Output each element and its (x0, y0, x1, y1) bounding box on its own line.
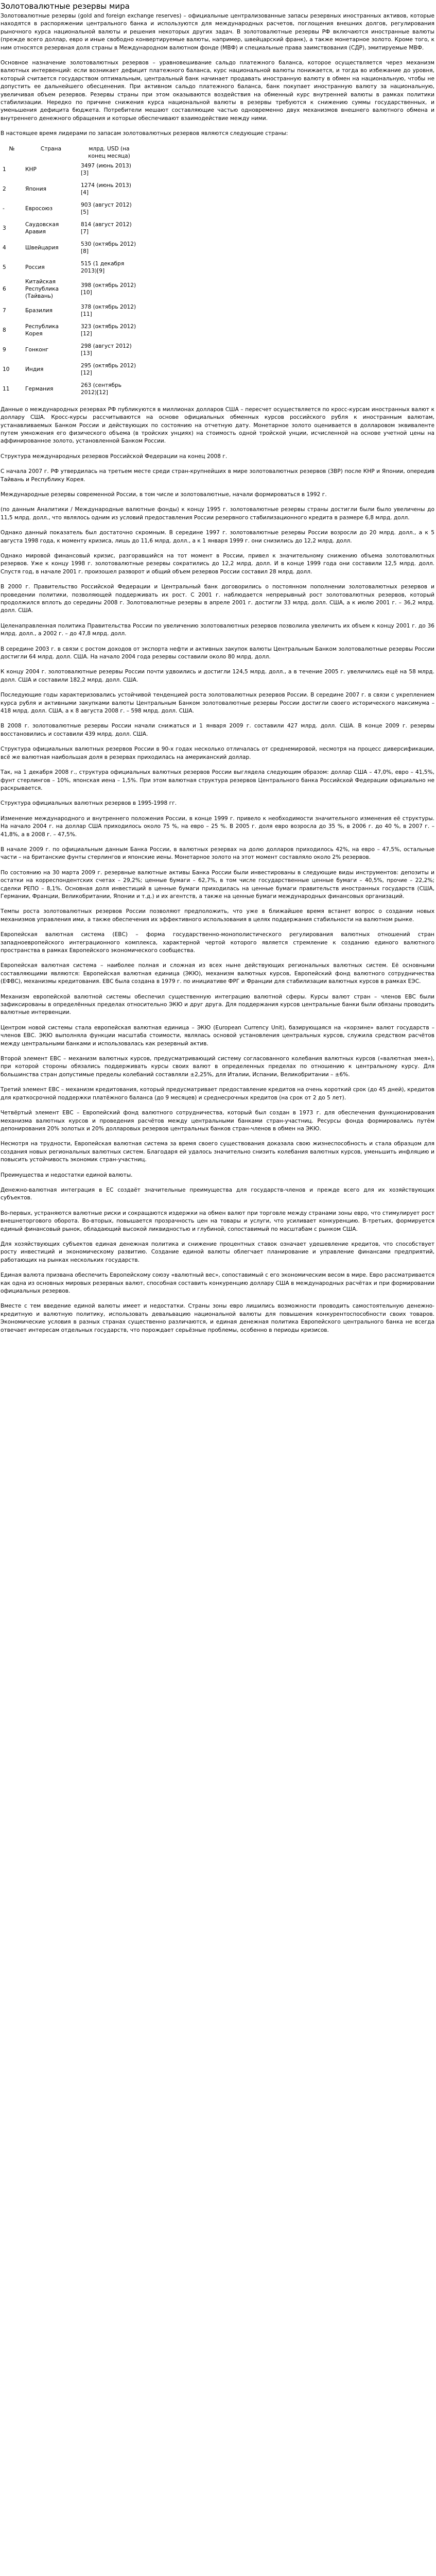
row-value: 298 (август 2012)[13] (81, 343, 132, 357)
paragraph: Единая валюта призвана обеспечить Европейскому союзу «валютный вес», сопоставимый с его экономическим весом в мире. Евро рассматривается как одна из основных мировых резервных валют, способная составить конкуренцию доллару США в международных расчётах и при формировании официальных резервов. (1, 1272, 434, 1294)
row-country: Евросоюз (25, 205, 53, 212)
paragraph: Международные резервы современной России, в том числе и золотовалютные, начали формироваться в 1992 г. (1, 491, 327, 498)
paragraph: К концу 2004 г. золотовалютные резервы России почти удвоились и достигли 124,5 млрд. долл., а в течение 2005 г. увеличились ещё на 58 млрд. долл. США и составили 182,2 млрд. долл. США. (1, 669, 434, 683)
paragraph: По состоянию на 30 марта 2009 г. резервные валютные активы Банка России были инвестированы в следующие виды инструментов: депозиты и остатки на корреспондентских счетах – 29,2%; ценные бумаги – 62,7%, в том числе государственные ценные бумаги – 40,5%, прочие – 22,2%; сделки РЕПО – 8,1%. Основная доля инвестиций в ценные бумаги приходилась на ценные бумаги правительств иностранных государств (США, Германии, Франции, Великобритании, Японии и т.д.) и их агентств, а также на ценные бумаги международных финансовых организаций. (1, 869, 434, 900)
table-row (1, 301, 139, 320)
table-header-row (1, 145, 139, 160)
paragraph: Данные о международных резервах РФ публикуются в миллионах долларов США – пересчет осуществляется по кросс-курсам иностранных валют к доллару США. Кросс-курсы рассчитываются на основе официальных обменных курсов российского рубля к иностранным валютам, устанавливаемых Банком России и действующих по состоянию на отчетную дату. Монетарное золото оценивается в долларовом эквиваленте путем умножения его физического объема (в тройских унциях) на стоимость одной тройской унции, исчисленной на основе учетной цены на аффинированное золото, установленной Банком России. (1, 406, 434, 445)
paragraph: Вместе с тем введение единой валюты имеет и недостатки. Страны зоны евро лишились возможности проводить самостоятельную денежно-кредитную и валютную политику, использовать девальвацию национальной валюты для повышения конкурентоспособности своих товаров. Экономические условия в разных странах существенно различаются, и единая денежная политика Европейского центрального банка не всегда отвечает интересам отдельных государств, что порождает серьёзные проблемы, особенно в периоды кризисов. (1, 1303, 434, 1333)
paragraph: Центром новой системы стала европейская валютная единица – ЭКЮ (European Currency Unit), базирующаяся на «корзине» валют государств – членов ЕВС. ЭКЮ выполняла функции масштаба стоимости, являлась основой установления центральных курсов, служила средством расчётов между центральными банками и использовалась как резервный актив. (1, 1024, 434, 1047)
paragraph: Преимущества и недостатки единой валюты. (1, 1172, 133, 1178)
paragraph: Четвёртый элемент ЕВС – Европейский фонд валютного сотрудничества, который был создан в 1973 г. для обеспечения функционирования механизма валютных курсов и проведения расчётов между центральными банками стран-участниц. Ресурсы фонда формировались путём депонирования 20% золотых и 20% долларовых резервов центральных банков стран-членов в обмен на ЭКЮ. (1, 1110, 434, 1132)
article-body-continued (1, 869, 434, 1334)
row-value: 3497 (июнь 2013)[3] (81, 162, 131, 176)
paragraph: Несмотря на трудности, Европейская валютная система за время своего существования доказала свою жизнеспособность и стала образцом для создания новых региональных валютных систем. Благодаря ей удалось значительно снизить колебания валютных курсов, уменьшить инфляцию и повысить устойчивость экономик стран-участниц. (1, 1141, 434, 1163)
table-row (1, 340, 139, 360)
row-value: 378 (октябрь 2012)[11] (81, 303, 136, 317)
table-row (1, 258, 139, 277)
row-value: 263 (сентябрь 2012)[12] (81, 382, 122, 396)
paragraph: Денежно-валютная интеграция в ЕС создаёт значительные преимущества для государств-членов и прежде всего для их хозяйствующих субъектов. (1, 1187, 434, 1201)
row-country: Китайская Республика (Тайвань) (25, 278, 59, 299)
paragraph: Для хозяйствующих субъектов единая денежная политика и снижение процентных ставок означает удешевление кредитов, что способствует росту инвестиций и экономическому развитию. Создание единой валюты облегчает планирование и управление финансами предприятий, работающих на рынках нескольких государств. (1, 1241, 434, 1263)
paragraph: Так, на 1 декабря 2008 г., структура официальных валютных резервов России выглядела следующим образом: доллар США – 47,0%, евро – 41,5%, фунт стерлингов – 10%, японская иена – 1,5%. При этом валютная структура резервов Центрального банка Российской Федерации официально не раскрывается. (1, 769, 434, 791)
paragraph: Однако данный показатель был достаточно скромным. В середине 1997 г. золотовалютные резервы России возросли до 20 млрд. долл., а к 5 августа 1998 года, к моменту кризиса, лишь до 11,6 млрд. долл., а к 1 января 1999 г. они снизились до 12,2 млрд. долл. (1, 530, 434, 544)
table-row (1, 379, 139, 399)
row-number: 2 (3, 185, 6, 192)
article-title: Золотовалютные резервы мира (1, 2, 130, 11)
paragraph: Структура официальных валютных резервов России в 90-х годах несколько отличалась от среднемировой, несмотря на процесс диверсификации, всё же валютная наибольшая доля в резервах приходилась на американский доллар. (1, 746, 434, 760)
paragraph: Третий элемент ЕВС – механизм кредитования, который предусматривает предоставление кредитов на очень короткий срок (до 45 дней), кредитов для краткосрочной поддержки платёжного баланса (до 9 месяцев) и среднесрочных кредитов (на срок от 2 до 5 лет). (1, 1087, 434, 1101)
table-row (1, 218, 139, 238)
row-number: 7 (3, 307, 6, 314)
table-row (1, 360, 139, 379)
row-number: 10 (3, 366, 10, 372)
row-number: 3 (3, 225, 6, 231)
paragraph: В начале 2009 г. по официальным данным Банка России, в валютных резервах на долю долларов приходилось 42%, на евро – 47,5%, остальные части – на британские фунты стерлингов и японские иены. Монетарное золото на этот момент составляло около 2% резервов. (1, 846, 434, 861)
row-country: Россия (25, 264, 45, 270)
row-country: Бразилия (25, 307, 53, 314)
row-value: 323 (октябрь 2012)[12] (81, 323, 136, 337)
row-value: 530 (октябрь 2012)[8] (81, 241, 136, 255)
paragraph: Структура международных резервов Российской Федерации на конец 2008 г. (1, 453, 228, 460)
row-country: Япония (25, 185, 46, 192)
row-country: Республика Корея (25, 323, 59, 337)
row-country: Саудовская Аравия (25, 221, 59, 235)
row-country: Германия (25, 385, 54, 392)
table-row (1, 160, 139, 179)
paragraph: Темпы роста золотовалютных резервов России позволяют предположить, что уже в ближайшее время встанет вопрос о создании новых механизмов управления ими, а также обеспечения их эффективного использования в целях поддержания стабильности на валютном рынке. (1, 908, 434, 923)
paragraph: В настоящее время лидерами по запасам золотовалютных резервов являются следующие страны: (1, 130, 288, 137)
row-value: 903 (август 2012)[5] (81, 201, 132, 215)
table-row (1, 277, 139, 301)
row-number: 1 (3, 166, 6, 173)
table-row (1, 179, 139, 199)
article-body (1, 406, 434, 862)
paragraph: Основное назначение золотовалютных резервов – уравновешивание сальдо платежного баланса, которое осуществляется через механизм валютных интервенций: если возникает дефицит платежного баланса, курс национальной валюты понижается, и тогда во избежание до уровня, который считается государством оптимальным, центральный банк начинает продавать иностранную валюту в обмен на национальную, чтобы не допустить ее дальнейшего обесценения. При активном сальдо платежного баланса, банк покупает иностранную валюту за национальную, увеличивая объем резервов. Резервы страны при этом оказываются воздействия на обменный курс внутренней валюты в рамках политики стабилизации. Нередко по причине снижения курса национальной валюты в резервы требуются к снижению суммы государственных, и уменьшения дефицита бюджета. Потребители мешают составляющие частью одновременно двух механизмов внешнего валютного обмена и внутреннего денежного обращения и которые обеспечивают взаимодействие между ними. (1, 60, 434, 122)
row-number: 4 (3, 244, 6, 251)
paragraph: Европейская валютная система (ЕВС) – форма государственно-монополистического регулирования валютных отношений стран западноевропейского интеграционного комплекса, характерной чертой которого является стремление к созданию единого валютного пространства в рамках Европейского экономического сообщества. (1, 931, 434, 954)
table-body (1, 160, 139, 399)
paragraph: Второй элемент ЕВС – механизм валютных курсов, предусматривающий систему согласованного колебания валютных курсов («валютная змея»), при которой стороны обязались поддерживать курсы своих валют в определенных пределах по отношению к центральному курсу. Для большинства стран допустимые пределы колебаний составляли ±2,25%, для Италии, Испании, Великобритании – ±6%. (1, 1056, 434, 1078)
row-country: Индия (25, 366, 44, 372)
reserves-table (1, 145, 139, 399)
row-number: - (3, 205, 5, 212)
column-header-value: млрд. USD (на конец месяца) (88, 145, 130, 159)
paragraph: Однако мировой финансовый кризис, разгоравшийся на тот момент в России, привел к значительному снижению объема золотовалютных резервов. Уже к концу 1998 г. золотовалютные резервы сократились до 12,2 млрд. долл. И в конце 1999 года они составили 12,5 млрд. долл. Спустя год, в начале 2001 г. произошел разворот и общий объем резервов России составил 28 млрд. долл. (1, 552, 434, 575)
paragraph: Целенаправленная политика Правительства России по увеличению золотовалютных резервов позволила увеличить их объем к концу 2001 г. до 36 млрд. долл., а 2002 г. – до 47,8 млрд. долл. (1, 622, 434, 637)
column-header-country: Страна (40, 145, 62, 152)
paragraph: В середине 2003 г. в связи с ростом доходов от экспорта нефти и активных закупок валюты Центральным Банком золотовалютные резервы России достигли 64 млрд. долл. США. На начало 2004 года резервы составили около 80 млрд. долл. (1, 646, 434, 660)
row-number: 8 (3, 327, 6, 333)
paragraph: Европейская валютная система – наиболее полная и сложная из всех ныне действующих региональных валютных систем. Её основными составляющими являются: Европейская валютная единица (ЭКЮ), механизм валютных курсов, Европейский фонд валютного сотрудничества (ЕФВС), механизмы кредитования. ЕВС была создана в 1979 г. по инициативе ФРГ и Франции для стабилизации валютных курсов в рамках ЕЭС. (1, 962, 434, 985)
row-value: 1274 (июнь 2013)[4] (81, 182, 131, 196)
article (0, 1, 435, 1334)
paragraph: Золотовалютные резервы (gold and foreign exchange reserves) – официальные централизованные запасы резервных иностранных активов, которые находятся в распоряжении центрального банка и используются для международных расчетов, поглощения внешних долгов, регулирования рыночного курса национальной валюты и решения некоторых других задач. В золотовалютные резервы РФ включаются иностранные валюты (прежде всего доллар, евро и иные свободно конвертируемые валюты, например, швейцарский франк), а также монетарное золото. Кроме того, к ним относятся резервная доля страны в Международном валютном фонде (МВФ) и специальные права заимствования (СДР), эмитируемые МВФ. (1, 13, 434, 51)
column-header-number: № (9, 145, 15, 152)
table-row (1, 238, 139, 258)
row-number: 9 (3, 346, 6, 353)
table-row (1, 320, 139, 340)
row-value: 295 (октябрь 2012)[12] (81, 362, 136, 376)
paragraph: Механизм европейской валютной системы обеспечил существенную интеграцию валютной сферы. Курсы валют стран – членов ЕВС были зафиксированы в определённых пределах относительно ЭКЮ и друг друга. Для поддержания курсов центральные банки были обязаны проводить валютные интервенции. (1, 993, 434, 1016)
row-country: Швейцария (25, 244, 59, 251)
paragraph: С начала 2007 г. РФ утвердилась на третьем месте среди стран-крупнейших в мире золотовалютных резервов (ЗВР) после КНР и Японии, опередив Тайвань и Республику Корея. (1, 468, 434, 483)
table-row (1, 199, 139, 218)
row-value: 515 (1 декабря 2013)[9] (81, 260, 125, 274)
paragraph: Последующие годы характеризовались устойчивой тенденцией роста золотовалютных резервов России. В середине 2007 г. в связи с укреплением курса рубля и активными закупками валюты Центральным Банком золотовалютные резервы России достигли своего исторического максимума – 418 млрд. долл. США, а к 8 августа 2008 г. – 598 млрд. долл. США. (1, 692, 434, 715)
paragraph: (по данным Аналитики / Международные валютные фонды) к концу 1995 г. золотовалютные резервы страны достигли были было увеличены до 11,5 млрд. долл., что являлось одним из условий предоставления России резервного стабилизационного кредита в размере 6,8 млрд. долл. (1, 506, 434, 521)
row-number: 5 (3, 264, 6, 270)
row-country: КНР (25, 166, 37, 173)
row-value: 398 (октябрь 2012)[10] (81, 282, 136, 296)
row-value: 814 (август 2012)[7] (81, 221, 132, 235)
paragraph: Структура официальных валютных резервов в 1995-1998 гг. (1, 800, 177, 807)
paragraph: Изменение международного и внутреннего положения России, в конце 1999 г. привело к необходимости значительного изменения её структуры. На начало 2004 г. на доллар США приходилось около 75 %, на евро – 25 %. В 2005 г. доля евро возросла до 35 %, в 2006 г. до 40 %, в 2007 г. – 41,8%, а в 2008 г. – 47,5%. (1, 815, 434, 838)
paragraph: В 2008 г. золотовалютные резервы России начали снижаться и 1 января 2009 г. составили 427 млрд. долл. США. В конце 2009 г. резервы восстановились и составили 439 млрд. долл. США. (1, 723, 434, 737)
paragraph: В 2000 г. Правительство Российской Федерации и Центральный банк договорились о постоянном пополнении золотовалютных резервов и проведении политики, позволяющей поддерживать их рост. С 2001 г. наблюдается непрерывный рост золотовалютных резервов, который продолжился вплоть до середины 2008 г. Золотовалютные резервы в апреле 2001 г. достигли 33 млрд. долл. США, а к июлю 2001 г. – 36,2 млрд. долл. США. (1, 584, 434, 614)
row-number: 6 (3, 285, 6, 292)
paragraph: Во-первых, устраняются валютные риски и сокращаются издержки на обмен валют при торговле между странами зоны евро, что стимулирует рост внешнеторгового оборота. Во-вторых, повышается прозрачность цен на товары и услуги, что усиливает конкуренцию. В-третьих, формируется единый финансовый рынок, обладающий высокой ликвидностью и глубиной, сопоставимый по масштабам с рынком США. (1, 1210, 434, 1232)
row-country: Гонконг (25, 346, 49, 353)
row-number: 11 (3, 385, 10, 392)
